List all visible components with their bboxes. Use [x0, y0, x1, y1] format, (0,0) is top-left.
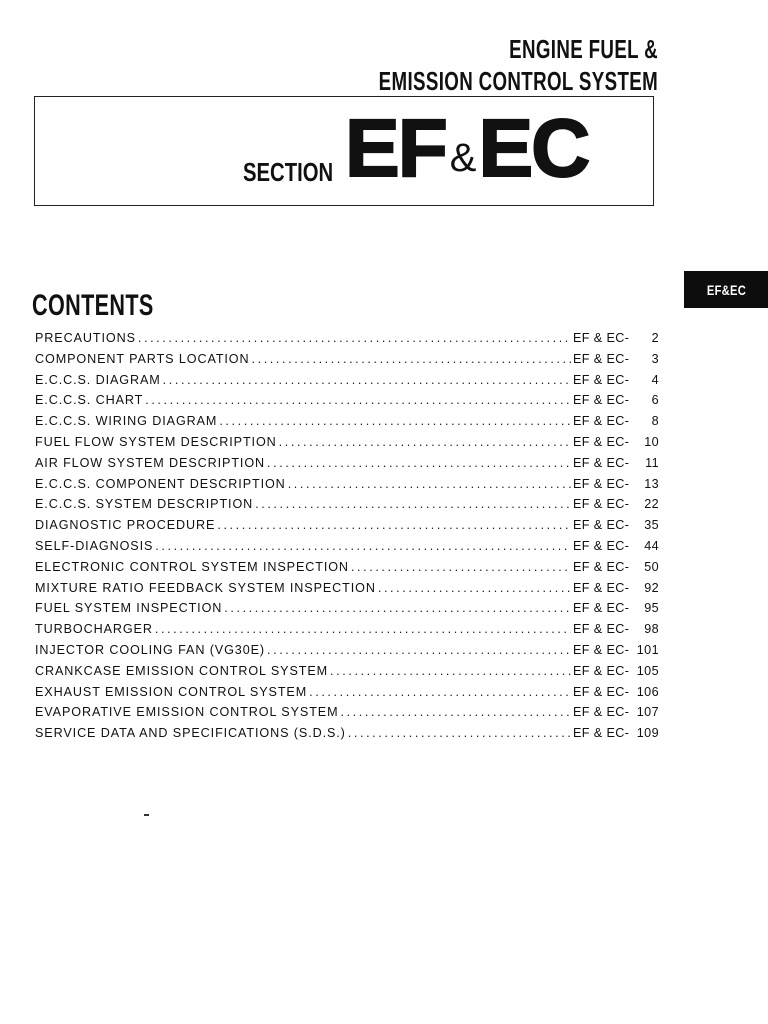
toc-dot-leader: [330, 664, 571, 678]
section-index-tab-label: EF&EC: [706, 281, 746, 298]
toc-page-prefix: EF & EC-: [573, 331, 630, 345]
toc-page-reference: [573, 560, 659, 574]
toc-dot-leader: [348, 726, 571, 740]
toc-page-number: 92: [644, 580, 659, 595]
toc-page-reference: [573, 705, 659, 719]
toc-page-reference: [573, 414, 659, 428]
toc-page-reference: [573, 601, 659, 615]
toc-dot-leader: [255, 497, 571, 511]
toc-page-reference: [573, 622, 659, 636]
toc-page-prefix: EF & EC-: [573, 622, 630, 637]
toc-page-number: 44: [644, 538, 659, 553]
toc-page-reference: [573, 477, 659, 491]
toc-page-reference: [573, 435, 659, 449]
toc-page-prefix: EF & EC-: [573, 538, 630, 553]
toc-entry-title: FUEL SYSTEM INSPECTION: [35, 601, 223, 616]
toc-page-prefix: EF & EC-: [573, 559, 630, 574]
toc-dot-leader: [351, 560, 571, 574]
toc-page-prefix: EF & EC-: [573, 372, 630, 387]
toc-dot-leader: [217, 518, 571, 532]
toc-entry-title: AIR FLOW SYSTEM DESCRIPTION: [35, 455, 266, 470]
toc-entry[interactable]: [35, 373, 659, 394]
toc-page-number: 8: [651, 414, 659, 429]
toc-dot-leader: [288, 477, 571, 491]
toc-entry[interactable]: [35, 477, 659, 498]
toc-entry-title: CRANKCASE EMISSION CONTROL SYSTEM: [35, 663, 329, 678]
toc-entry[interactable]: [35, 622, 659, 643]
toc-entry[interactable]: [35, 456, 659, 477]
toc-page-prefix: EF & EC-: [573, 601, 630, 616]
toc-entry[interactable]: [35, 414, 659, 435]
toc-page-prefix: EF & EC-: [573, 455, 630, 470]
toc-page-prefix: EF & EC-: [573, 705, 630, 720]
toc-page-prefix: EF & EC-: [573, 726, 630, 741]
toc-entry[interactable]: [35, 331, 659, 352]
toc-entry-title: COMPONENT PARTS LOCATION: [35, 351, 250, 366]
toc-entry-title: E.C.C.S. SYSTEM DESCRIPTION: [35, 497, 254, 512]
toc-dot-leader: [163, 373, 571, 387]
toc-page-reference: [573, 726, 659, 740]
toc-page-reference: [573, 497, 659, 511]
toc-page-prefix: EF & EC-: [573, 434, 630, 449]
toc-entry-title: TURBOCHARGER: [35, 622, 153, 637]
toc-dot-leader: [219, 414, 571, 428]
toc-page-reference: [573, 373, 659, 387]
toc-dot-leader: [340, 705, 571, 719]
toc-dot-leader: [224, 601, 571, 615]
toc-dot-leader: [309, 685, 571, 699]
toc-entry[interactable]: [35, 664, 659, 685]
toc-page-reference: [573, 518, 659, 532]
toc-dot-leader: [145, 393, 571, 407]
toc-entry-title: PRECAUTIONS: [35, 331, 136, 345]
toc-dot-leader: [155, 539, 571, 553]
toc-entry-title: SELF-DIAGNOSIS: [35, 538, 154, 553]
section-label: SECTION: [243, 157, 334, 187]
toc-page-prefix: EF & EC-: [573, 642, 630, 657]
toc-page-number: 105: [636, 663, 659, 678]
toc-dot-leader: [252, 352, 572, 366]
toc-entry[interactable]: [35, 685, 659, 706]
toc-dot-leader: [267, 643, 571, 657]
toc-page-prefix: EF & EC-: [573, 414, 630, 429]
toc-entry[interactable]: [35, 352, 659, 373]
title-line-2: EMISSION CONTROL SYSTEM: [378, 66, 658, 96]
toc-entry-title: ELECTRONIC CONTROL SYSTEM INSPECTION: [35, 559, 349, 574]
toc-entry[interactable]: [35, 497, 659, 518]
toc-page-number: 2: [651, 331, 659, 345]
toc-entry[interactable]: [35, 393, 659, 414]
toc-page-reference: [573, 685, 659, 699]
toc-page-prefix: EF & EC-: [573, 684, 630, 699]
toc-dot-leader: [155, 622, 571, 636]
toc-entry[interactable]: [35, 643, 659, 664]
toc-page-reference: [573, 352, 659, 366]
toc-entry-title: EXHAUST EMISSION CONTROL SYSTEM: [35, 684, 308, 699]
toc-page-number: 11: [645, 455, 659, 470]
toc-entry[interactable]: [35, 539, 659, 560]
toc-page-reference: [573, 664, 659, 678]
toc-entry-title: DIAGNOSTIC PROCEDURE: [35, 518, 216, 533]
toc-page-number: 10: [644, 434, 659, 449]
toc-page-number: 22: [644, 497, 659, 512]
toc-dot-leader: [267, 456, 571, 470]
title-line-1: ENGINE FUEL &: [509, 34, 658, 64]
toc-page-prefix: EF & EC-: [573, 580, 630, 595]
toc-entry[interactable]: [35, 581, 659, 602]
section-code-ampersand: &: [449, 136, 477, 180]
toc-entry[interactable]: [35, 435, 659, 456]
toc-entry-title: FUEL FLOW SYSTEM DESCRIPTION: [35, 434, 277, 449]
toc-entry-title: EVAPORATIVE EMISSION CONTROL SYSTEM: [35, 705, 339, 720]
document-title: [379, 33, 658, 97]
toc-entry-title: MIXTURE RATIO FEEDBACK SYSTEM INSPECTION: [35, 580, 376, 595]
toc-page-prefix: EF & EC-: [573, 663, 630, 678]
toc-entry-title: E.C.C.S. COMPONENT DESCRIPTION: [35, 476, 286, 491]
toc-page-prefix: EF & EC-: [573, 393, 630, 408]
toc-page-prefix: EF & EC-: [573, 497, 630, 512]
toc-entry-title: E.C.C.S. WIRING DIAGRAM: [35, 414, 218, 429]
toc-entry[interactable]: [35, 705, 659, 726]
toc-page-number: 98: [644, 622, 659, 637]
toc-dot-leader: [138, 331, 571, 345]
toc-page-number: 3: [651, 351, 659, 366]
toc-page-reference: [573, 581, 659, 595]
toc-entry-title: INJECTOR COOLING FAN (VG30E): [35, 642, 266, 657]
section-index-tab[interactable]: [684, 271, 768, 308]
toc-page-number: 107: [636, 705, 659, 720]
toc-page-reference: [573, 331, 659, 345]
contents-heading: CONTENTS: [32, 289, 154, 322]
toc-entry-title: SERVICE DATA AND SPECIFICATIONS (S.D.S.): [35, 726, 346, 741]
toc-dot-leader: [279, 435, 571, 449]
section-code-ec: EC: [478, 103, 589, 194]
toc-entry[interactable]: [35, 726, 659, 747]
toc-entry[interactable]: [35, 518, 659, 539]
toc-page-number: 6: [651, 393, 659, 408]
table-of-contents: [35, 331, 659, 747]
toc-page-reference: [573, 456, 659, 470]
toc-page-reference: [573, 539, 659, 553]
toc-entry[interactable]: [35, 601, 659, 622]
toc-entry[interactable]: [35, 560, 659, 581]
toc-page-number: 106: [636, 684, 659, 699]
toc-page-number: 95: [644, 601, 659, 616]
toc-page-number: 13: [644, 476, 659, 491]
toc-entry-title: E.C.C.S. DIAGRAM: [35, 372, 161, 387]
toc-page-reference: [573, 393, 659, 407]
toc-page-number: 101: [636, 642, 659, 657]
stray-mark: [144, 814, 149, 816]
toc-page-number: 50: [644, 559, 659, 574]
toc-page-number: 35: [644, 518, 659, 533]
toc-dot-leader: [378, 581, 571, 595]
toc-page-reference: [573, 643, 659, 657]
toc-page-prefix: EF & EC-: [573, 351, 630, 366]
toc-page-prefix: EF & EC-: [573, 476, 630, 491]
section-code-ef: EF: [345, 103, 446, 194]
toc-page-number: 109: [636, 726, 659, 741]
toc-page-number: 4: [651, 372, 659, 387]
toc-page-prefix: EF & EC-: [573, 518, 630, 533]
section-code: [345, 103, 589, 198]
toc-entry-title: E.C.C.S. CHART: [35, 393, 144, 408]
